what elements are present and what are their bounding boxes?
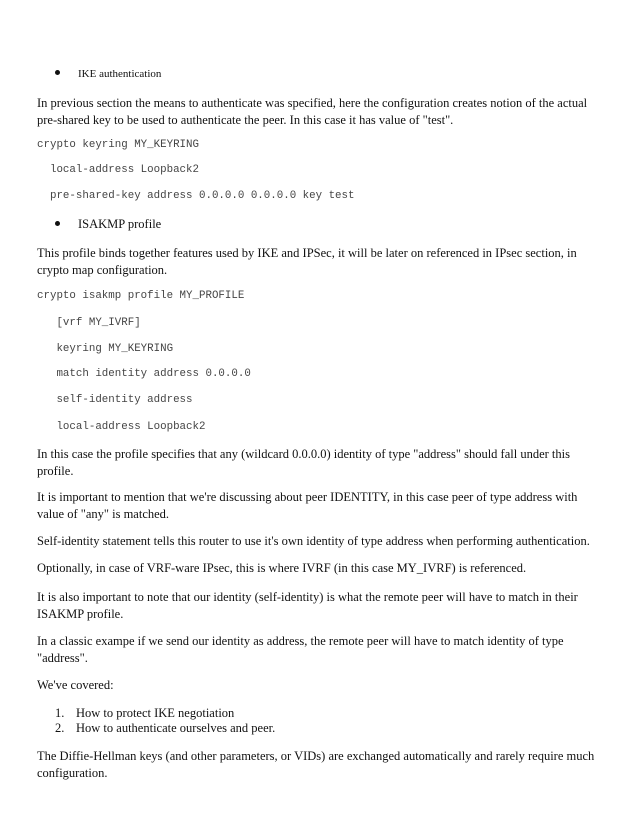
code-line: pre-shared-key address 0.0.0.0 0.0.0.0 key test xyxy=(37,190,355,202)
paragraph-covered: We've covered: xyxy=(37,678,114,692)
bullet-isakmp-profile xyxy=(55,216,161,233)
list-item xyxy=(55,720,275,737)
paragraph-classic-example: In a classic exampe if we send our identity as address, the remote peer will have to match identity of type "address". xyxy=(37,634,564,665)
paragraph-self-identity: Self-identity statement tells this router to use it's own identity of type address when performing authentication. xyxy=(37,534,590,548)
code-line: crypto isakmp profile MY_PROFILE xyxy=(37,290,245,302)
list-text: How to authenticate ourselves and peer. xyxy=(76,721,276,735)
code-line: match identity address 0.0.0.0 xyxy=(37,368,251,380)
bullet-ike-authentication xyxy=(55,66,161,83)
code-line: local-address Loopback2 xyxy=(37,164,199,176)
code-line: keyring MY_KEYRING xyxy=(37,343,174,355)
bullet-text: IKE authentication xyxy=(78,68,162,80)
paragraph-important-note: It is also important to note that our identity (self-identity) is what the remote peer will have to match in their ISAKMP profile. xyxy=(37,590,578,621)
bullet-icon xyxy=(55,70,60,75)
paragraph-profile-specifies: In this case the profile specifies that any (wildcard 0.0.0.0) identity of type "address" should fall under this profile. xyxy=(37,447,570,478)
list-text: How to protect IKE negotiation xyxy=(76,706,235,720)
code-line: [vrf MY_IVRF] xyxy=(37,317,141,329)
paragraph-previous-section: In previous section the means to authenticate was specified, here the configuration creates notion of the actual pre-shared key to be used to authenticate the peer. In this case it has value of "test". xyxy=(37,96,588,127)
code-line: local-address Loopback2 xyxy=(37,421,206,433)
code-line: self-identity address xyxy=(37,394,193,406)
bullet-text: ISAKMP profile xyxy=(78,217,162,231)
paragraph-peer-identity: It is important to mention that we're discussing about peer IDENTITY, in this case peer of type address with value of "any" is matched. xyxy=(37,490,578,521)
paragraph-vrf-aware: Optionally, in case of VRF-ware IPsec, this is where IVRF (in this case MY_IVRF) is referenced. xyxy=(37,561,527,575)
bullet-icon xyxy=(55,221,60,226)
paragraph-profile-binds: This profile binds together features used by IKE and IPSec, it will be later on referenced in IPsec section, in crypto map configuration. xyxy=(37,246,577,277)
paragraph-diffie-hellman: The Diffie-Hellman keys (and other parameters, or VIDs) are exchanged automatically and rarely require much configuration. xyxy=(37,749,595,780)
list-number: 2. xyxy=(55,721,65,735)
list-number: 1. xyxy=(55,706,65,720)
code-line: crypto keyring MY_KEYRING xyxy=(37,139,199,151)
